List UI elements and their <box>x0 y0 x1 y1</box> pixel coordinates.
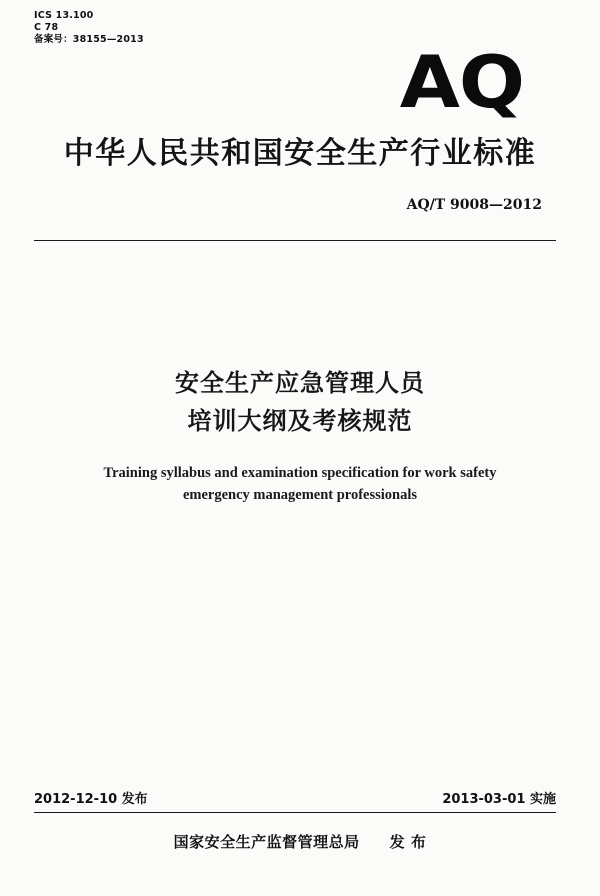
standard-code: AQ/T 9008—2012 <box>406 197 542 213</box>
document-title-line-2: 培训大纲及考核规范 <box>187 407 413 435</box>
document-title-en-line-2: emergency management professionals <box>182 487 418 503</box>
aq-logo: AQ <box>399 40 524 124</box>
header-meta <box>34 10 144 46</box>
document-title-en-line-1: Training syllabus and examination specification for work safety <box>103 465 497 481</box>
ics-code: ICS 13.100 <box>34 10 94 21</box>
publisher-name: 国家安全生产监督管理总局 <box>173 833 360 851</box>
header-divider <box>34 240 556 241</box>
publisher-line <box>0 832 600 852</box>
document-title-line-1: 安全生产应急管理人员 <box>175 369 425 397</box>
standard-category-title: 中华人民共和国安全生产行业标准 <box>63 136 537 171</box>
document-title-en <box>0 462 600 506</box>
publisher-action: 发 布 <box>389 833 427 851</box>
document-title-zh <box>0 364 600 440</box>
issue-date: 2012-12-10 发布 <box>34 792 148 807</box>
effective-date: 2013-03-01 实施 <box>442 792 556 807</box>
footer-divider <box>34 812 556 813</box>
ccs-code: C 78 <box>34 22 59 33</box>
record-number: 备案号：38155—2013 <box>34 34 144 45</box>
